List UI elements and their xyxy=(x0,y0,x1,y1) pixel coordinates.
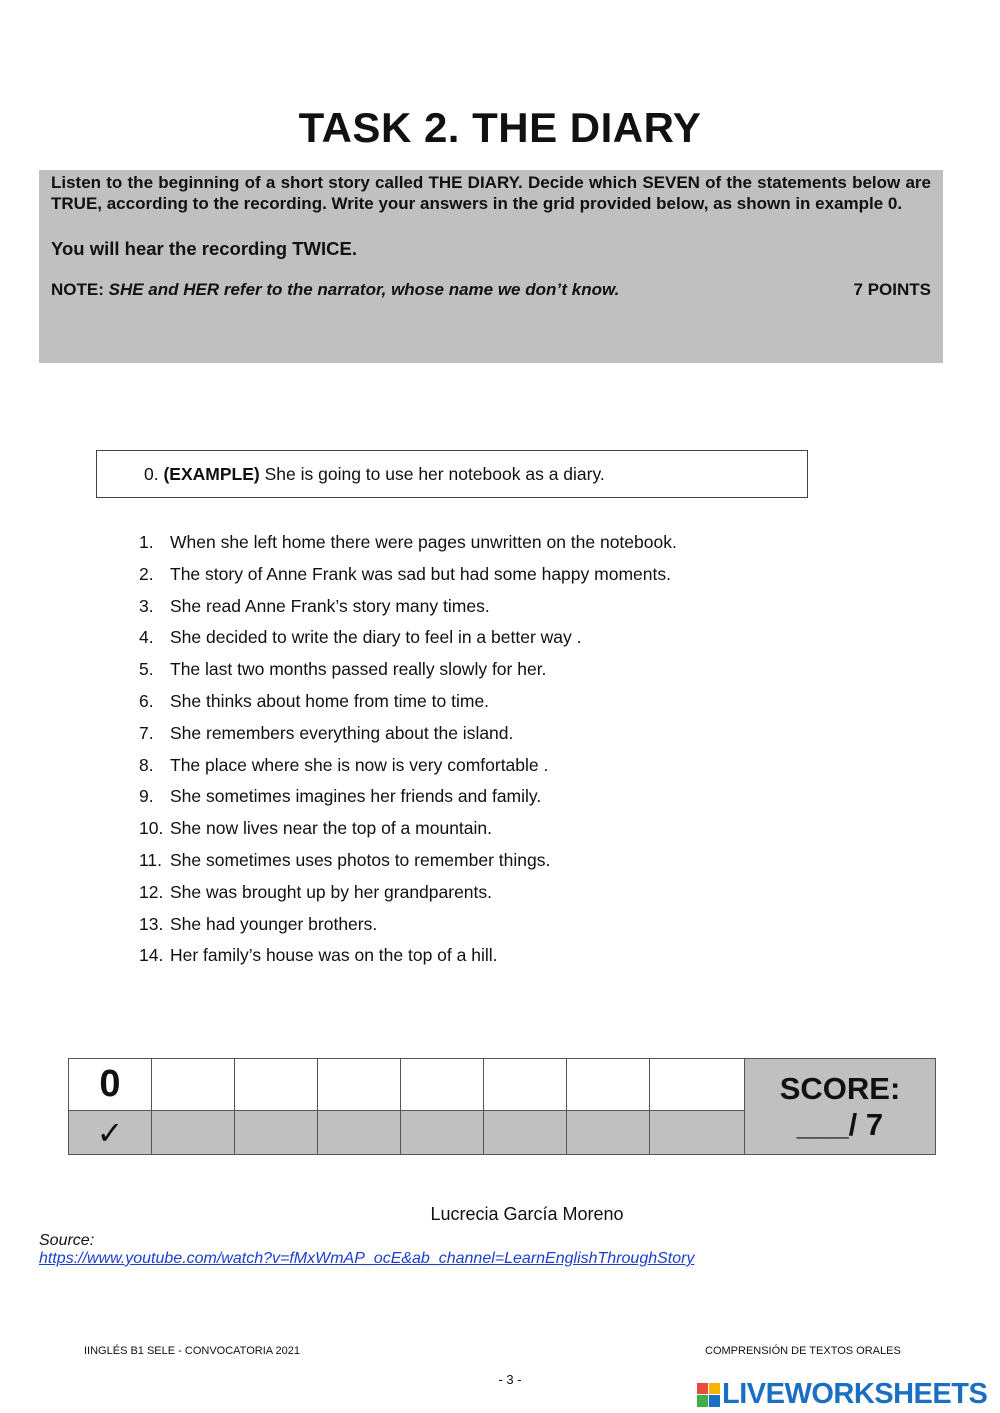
statement-number: 12. xyxy=(139,881,164,902)
statement-item xyxy=(139,528,677,560)
answer-cell-4[interactable] xyxy=(401,1059,484,1111)
answer-cell-5[interactable] xyxy=(484,1059,567,1111)
statement-item xyxy=(139,910,677,942)
tick-cell-4[interactable] xyxy=(401,1111,484,1155)
source-link[interactable]: https://www.youtube.com/watch?v=fMxWmAP_ocE&ab_channel=LearnEnglishThroughStory xyxy=(39,1250,695,1267)
statement-item xyxy=(139,687,677,719)
instructions-text: Listen to the beginning of a short story called THE DIARY. Decide which SEVEN of the statements below are TRUE, according to the recording. Write your answers in the grid provided below, as shown in example 0. xyxy=(51,173,931,213)
statement-text: When she left home there were pages unwritten on the notebook. xyxy=(170,532,677,552)
brand-name: LIVEWORKSHEETS xyxy=(722,1378,988,1410)
answer-cell-2[interactable] xyxy=(235,1059,318,1111)
statement-text: She sometimes uses photos to remember things. xyxy=(170,849,551,870)
statement-number: 5. xyxy=(139,659,154,680)
statement-item xyxy=(139,814,677,846)
example-answer-cell: ✓ xyxy=(69,1111,152,1155)
statement-number: 10. xyxy=(139,818,164,839)
statement-text: She now lives near the top of a mountain. xyxy=(170,818,493,839)
score-value: ___/ 7 xyxy=(796,1106,884,1142)
page-number: - 3 - xyxy=(498,1372,522,1387)
statement-text: Her family’s house was on the top of a hill. xyxy=(170,945,498,966)
statement-item xyxy=(139,751,677,783)
statement-text: She had younger brothers. xyxy=(170,913,378,934)
note-row xyxy=(51,280,931,300)
statement-number: 3. xyxy=(139,595,154,616)
statement-text: The story of Anne Frank was sad but had some happy moments. xyxy=(170,563,671,584)
statement-list xyxy=(139,528,677,973)
statement-text: She decided to write the diary to feel in a better way . xyxy=(170,627,582,648)
statement-number: 13. xyxy=(139,913,164,934)
author-name: Lucrecia García Moreno xyxy=(430,1204,624,1224)
tick-cell-6[interactable] xyxy=(567,1111,650,1155)
statement-number: 14. xyxy=(139,945,164,966)
tick-cell-3[interactable] xyxy=(318,1111,401,1155)
answer-cell-3[interactable] xyxy=(318,1059,401,1111)
statement-number: 9. xyxy=(139,786,154,807)
score-label: SCORE: xyxy=(779,1070,901,1106)
score-cell xyxy=(745,1059,936,1155)
tick-cell-2[interactable] xyxy=(235,1111,318,1155)
statement-number: 6. xyxy=(139,690,154,711)
logo-square xyxy=(697,1383,708,1395)
page-title: TASK 2. THE DIARY xyxy=(298,104,702,151)
statement-text: The place where she is now is very comfortable . xyxy=(170,754,549,775)
statement-item xyxy=(139,655,677,687)
answer-grid xyxy=(68,1058,936,1155)
statement-number: 1. xyxy=(139,532,154,552)
statement-text: She read Anne Frank’s story many times. xyxy=(170,595,490,616)
statement-number: 8. xyxy=(139,754,154,775)
tick-cell-5[interactable] xyxy=(484,1111,567,1155)
statement-text: She was brought up by her grandparents. xyxy=(170,881,493,902)
statement-text: She sometimes imagines her friends and family. xyxy=(170,786,542,807)
tick-cell-1[interactable] xyxy=(152,1111,235,1155)
statement-text: The last two months passed really slowly for her. xyxy=(170,659,547,680)
recording-note: You will hear the recording TWICE. xyxy=(51,238,357,259)
answer-cell-1[interactable] xyxy=(152,1059,235,1111)
liveworksheets-brand[interactable] xyxy=(697,1378,987,1411)
tick-cell-7[interactable] xyxy=(650,1111,745,1155)
points-label: 7 POINTS xyxy=(853,280,931,299)
statement-item xyxy=(139,592,677,624)
footer-section-name: COMPRENSIÓN DE TEXTOS ORALES xyxy=(705,1345,901,1357)
logo-square xyxy=(709,1383,720,1395)
statement-number: 11. xyxy=(139,849,163,870)
statement-number: 4. xyxy=(139,627,154,648)
footer-exam-name: IINGLÉS B1 SELE - CONVOCATORIA 2021 xyxy=(84,1345,301,1357)
statement-item xyxy=(139,719,677,751)
answer-cell-6[interactable] xyxy=(567,1059,650,1111)
statement-item xyxy=(139,846,677,878)
statement-text: She remembers everything about the island. xyxy=(170,722,514,743)
statement-number: 7. xyxy=(139,722,154,743)
example-text: She is going to use her notebook as a diary. xyxy=(264,464,605,484)
note-text: SHE and HER refer to the narrator, whose name we don’t know. xyxy=(108,280,620,299)
statement-item xyxy=(139,560,677,592)
statement-item xyxy=(139,623,677,655)
statement-item xyxy=(139,878,677,910)
statement-number: 2. xyxy=(139,563,154,584)
answer-cell-7[interactable] xyxy=(650,1059,745,1111)
logo-square xyxy=(697,1395,708,1407)
logo-square xyxy=(709,1395,720,1407)
example-box xyxy=(96,450,808,498)
statement-item xyxy=(139,941,677,973)
liveworksheets-logo-icon xyxy=(697,1383,720,1407)
source-label: Source: xyxy=(39,1232,95,1249)
example-number: 0. xyxy=(144,464,159,484)
instructions-box xyxy=(39,170,943,363)
narrator-note xyxy=(51,280,619,300)
note-label: NOTE: xyxy=(51,280,104,299)
example-number-cell: 0 xyxy=(69,1059,152,1111)
statement-item xyxy=(139,782,677,814)
example-label: (EXAMPLE) xyxy=(163,464,260,484)
statement-text: She thinks about home from time to time. xyxy=(170,690,490,711)
